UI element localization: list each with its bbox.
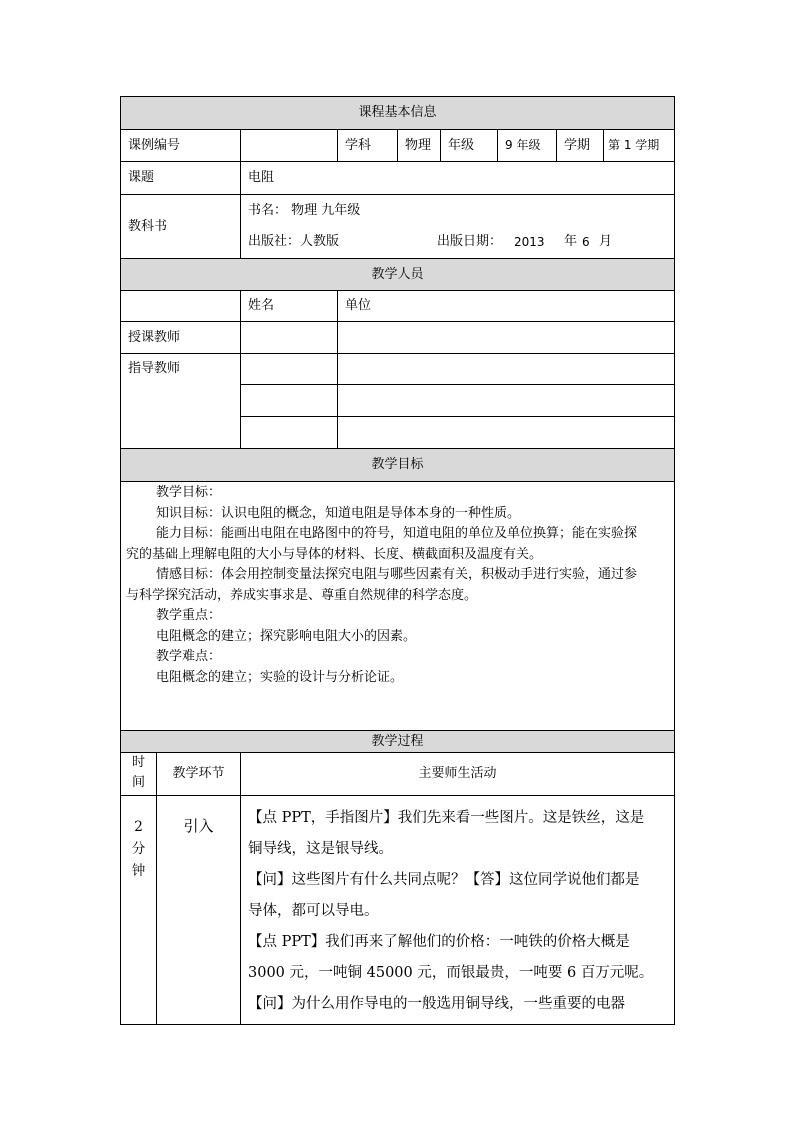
objective-line: 教学重点： — [156, 608, 222, 623]
row-time-line: 2 — [134, 819, 143, 835]
grade-label: 年级 — [448, 137, 475, 153]
objective-line: 电阻概念的建立；实验的设计与分析论证。 — [156, 669, 404, 685]
name-header: 姓名 — [248, 298, 275, 314]
row-stage: 引入 — [183, 817, 214, 835]
book-name: 书名： 物理 九年级 — [248, 203, 361, 219]
publisher: 出版社：人教版 — [248, 234, 340, 250]
time-header-line: 间 — [131, 775, 145, 790]
textbook-label: 教科书 — [128, 218, 168, 234]
objective-line: 知识目标：认识电阻的概念，知道电阻是导体本身的一种性质。 — [156, 505, 521, 521]
objective-line: 教学目标： — [156, 485, 222, 500]
staff-title: 教学人员 — [371, 266, 424, 282]
term-value: 第 1 学期 — [608, 138, 660, 153]
subject-label: 学科 — [345, 137, 372, 153]
activity-line: 【点 PPT】我们再来了解他们的价格：一吨铁的价格大概是 — [248, 934, 630, 950]
activity-line: 【问】为什么用作导电的一般选用铜导线，一些重要的电器 — [248, 996, 625, 1012]
unit-header: 单位 — [345, 298, 372, 314]
time-header — [121, 753, 156, 795]
case-no-label: 课例编号 — [128, 137, 181, 153]
objective-line: 教学难点： — [156, 649, 222, 664]
objectives-title: 教学目标 — [371, 457, 424, 473]
objective-line: 究的基础上理解电阻的大小与导体的材料、长度、横截面积及温度有关。 — [126, 546, 543, 562]
objective-line: 电阻概念的建立；探究影响电阻大小的因素。 — [156, 628, 417, 644]
advisor-label: 指导教师 — [128, 361, 181, 377]
teacher-label: 授课教师 — [128, 329, 181, 345]
case-no-value — [241, 130, 337, 161]
row-time-line: 分 — [131, 841, 146, 857]
year-unit: 年 — [564, 234, 578, 250]
stage-header: 教学环节 — [172, 766, 225, 782]
objectives-text — [126, 483, 668, 688]
subject-value: 物理 — [405, 137, 432, 153]
grade-value: 9 年级 — [505, 138, 541, 153]
process-title: 教学过程 — [371, 733, 424, 749]
pub-year: 2013 — [514, 234, 545, 249]
basic-info-title: 课程基本信息 — [358, 105, 437, 121]
pub-date-label: 出版日期： — [437, 234, 503, 250]
time-header-line: 时 — [131, 755, 145, 770]
activity-header: 主要师生活动 — [418, 766, 497, 782]
activity-text — [248, 803, 668, 1020]
activity-line: 【点 PPT，手指图片】我们先来看一些图片。这是铁丝，这是 — [248, 810, 645, 826]
month-unit: 月 — [599, 234, 613, 250]
activity-line: 铜导线，这是银导线。 — [248, 841, 393, 857]
objective-line: 能力目标：能画出电阻在电路图中的符号，知道电阻的单位及单位换算；能在实验探 — [156, 526, 638, 541]
table-rule — [120, 481, 675, 482]
table-rule — [241, 384, 675, 385]
table-rule — [674, 96, 675, 1025]
topic-value: 电阻 — [248, 170, 275, 186]
objective-line: 情感目标：体会用控制变量法探究电阻与哪些因素有关，积极动手进行实验，通过参 — [156, 567, 638, 582]
activity-line: 3000 元，一吨铜 45000 元，而银最贵，一吨要 6 百万元呢。 — [248, 965, 654, 981]
objective-line: 与科学探究活动，养成实事求是、尊重自然规律的科学态度。 — [126, 587, 478, 603]
row-time — [121, 816, 156, 882]
topic-label: 课题 — [128, 170, 155, 186]
pub-month: 6 — [582, 234, 590, 249]
activity-line: 导体，都可以导电。 — [248, 903, 379, 919]
row-time-line: 钟 — [131, 863, 146, 879]
term-label: 学期 — [564, 137, 591, 153]
table-rule — [120, 795, 675, 796]
table-rule — [120, 1024, 675, 1025]
activity-line: 【问】这些图片有什么共同点呢？【答】这位同学说他们都是 — [248, 872, 640, 888]
table-rule — [241, 416, 675, 417]
